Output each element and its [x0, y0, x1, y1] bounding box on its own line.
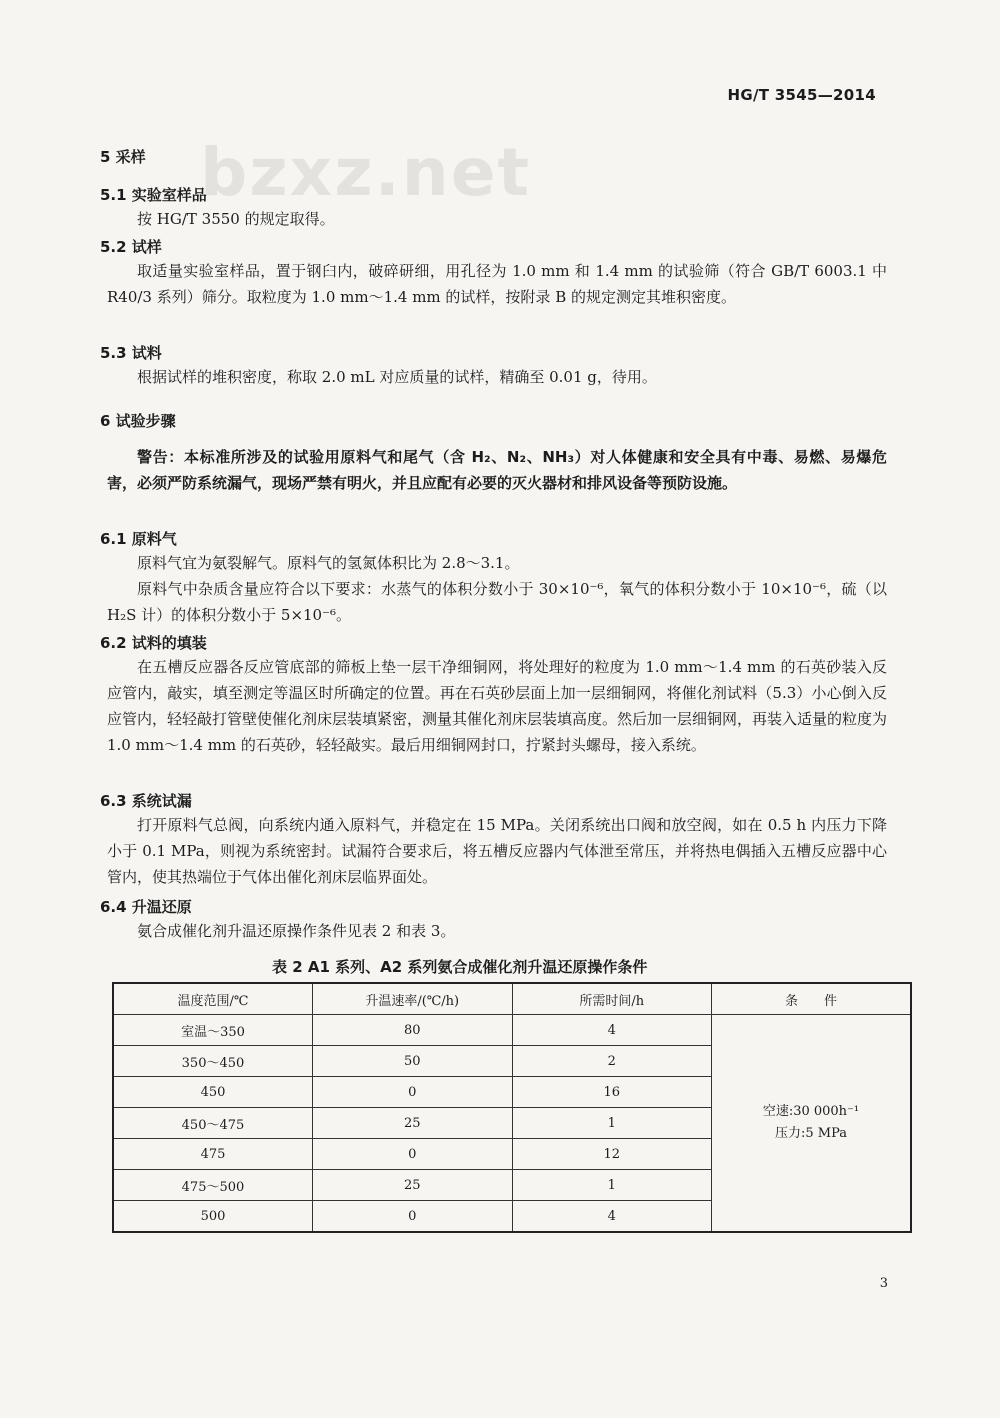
page-number: 3 [879, 1276, 888, 1291]
header-temperature-range: 温度范围/℃ [113, 983, 312, 1015]
section-5-3-text: 根据试样的堆积密度，称取 2.0 mL 对应质量的试样，精确至 0.01 g，待用。 [137, 368, 657, 386]
cell-time: 1 [512, 1108, 711, 1139]
section-6-4-text: 氨合成催化剂升温还原操作条件见表 2 和表 3。 [137, 922, 456, 940]
cell-conditions [711, 1015, 911, 1233]
cell-time: 4 [512, 1015, 711, 1046]
cell-rate: 0 [312, 1139, 512, 1170]
section-5-3-title: 5.3 试料 [100, 344, 162, 362]
cell-temperature: 500 [113, 1201, 312, 1233]
cell-time: 1 [512, 1170, 711, 1201]
cell-time: 12 [512, 1139, 711, 1170]
table-row [113, 1015, 911, 1046]
cell-temperature: 450～475 [113, 1108, 312, 1139]
section-5-1-title: 5.1 实验室样品 [100, 186, 207, 204]
condition-space-velocity: 空速:30 000h⁻¹ [762, 1104, 860, 1119]
header-time-required: 所需时间/h [512, 983, 711, 1015]
section-6-1-para-2: 原料气中杂质含量应符合以下要求：水蒸气的体积分数小于 30×10⁻⁶，氧气的体积分数小于 10×10⁻⁶，硫（以 H₂S 计）的体积分数小于 5×10⁻⁶。 [107, 580, 887, 624]
table-2 [112, 982, 912, 1233]
cell-rate: 0 [312, 1077, 512, 1108]
cell-rate: 0 [312, 1201, 512, 1233]
cell-temperature: 475 [113, 1139, 312, 1170]
section-5-title: 5 采样 [100, 148, 146, 166]
cell-time: 16 [512, 1077, 711, 1108]
section-5-2-title: 5.2 试样 [100, 238, 162, 256]
cell-rate: 25 [312, 1170, 512, 1201]
cell-time: 2 [512, 1046, 711, 1077]
section-6-title: 6 试验步骤 [100, 412, 176, 430]
cell-temperature: 350～450 [113, 1046, 312, 1077]
safety-warning: 警告：本标准所涉及的试验用原料气和尾气（含 H₂、N₂、NH₃）对人体健康和安全具有中毒、易燃、易爆危害，必须严防系统漏气，现场严禁有明火，并且应配有必要的灭火器材和排风设备等预防设施。 [107, 448, 887, 492]
header-heating-rate: 升温速率/(℃/h) [312, 983, 512, 1015]
condition-pressure: 压力:5 MPa [774, 1126, 847, 1141]
section-6-2-text: 在五槽反应器各反应管底部的筛板上垫一层干净细铜网，将处理好的粒度为 1.0 mm～1.4 mm 的石英砂装入反应管内，敲实，填至测定等温区时所确定的位置。再在石英砂层面上加一层细铜网，将催化剂试料（5.3）小心倒入反应管内，轻轻敲打管壁使催化剂床层装填紧密，测量其催化剂床层装填高度。然后加一层细铜网，再装入适量的粒度为 1.0 mm～1.4 mm 的石英砂，轻轻敲实。最后用细铜网封口，拧紧封头螺母，接入系统。 [107, 658, 888, 754]
cell-rate: 80 [312, 1015, 512, 1046]
standard-code: HG/T 3545—2014 [727, 86, 876, 104]
section-6-1-title: 6.1 原料气 [100, 530, 177, 548]
table-header-row [113, 983, 911, 1015]
watermark: bzxz.net [200, 134, 532, 211]
header-conditions: 条 件 [711, 983, 911, 1015]
section-5-2-text: 取适量实验室样品，置于钢臼内，破碎研细，用孔径为 1.0 mm 和 1.4 mm 的试验筛（符合 GB/T 6003.1 中 R40/3 系列）筛分。取粒度为 1.0 mm～1.4 mm 的试样，按附录 B 的规定测定其堆积密度。 [107, 262, 887, 306]
cell-rate: 50 [312, 1046, 512, 1077]
section-6-4-title: 6.4 升温还原 [100, 898, 192, 916]
section-6-3-text: 打开原料气总阀，向系统内通入原料气，并稳定在 15 MPa。关闭系统出口阀和放空阀，如在 0.5 h 内压力下降小于 0.1 MPa，则视为系统密封。试漏符合要求后，将五槽反应器内气体泄至常压，并将热电偶插入五槽反应器中心管内，使其热端位于气体出催化剂床层临界面处。 [107, 816, 887, 886]
section-5-1-text: 按 HG/T 3550 的规定取得。 [137, 210, 335, 228]
cell-time: 4 [512, 1201, 711, 1233]
cell-temperature: 室温～350 [113, 1015, 312, 1046]
section-6-1-para-1: 原料气宜为氨裂解气。原料气的氢氮体积比为 2.8～3.1。 [137, 554, 520, 572]
section-6-2-title: 6.2 试料的填装 [100, 634, 207, 652]
section-6-3-title: 6.3 系统试漏 [100, 792, 192, 810]
cell-temperature: 475～500 [113, 1170, 312, 1201]
cell-temperature: 450 [113, 1077, 312, 1108]
table-2-caption: 表 2 A1 系列、A2 系列氨合成催化剂升温还原操作条件 [272, 958, 648, 976]
cell-rate: 25 [312, 1108, 512, 1139]
